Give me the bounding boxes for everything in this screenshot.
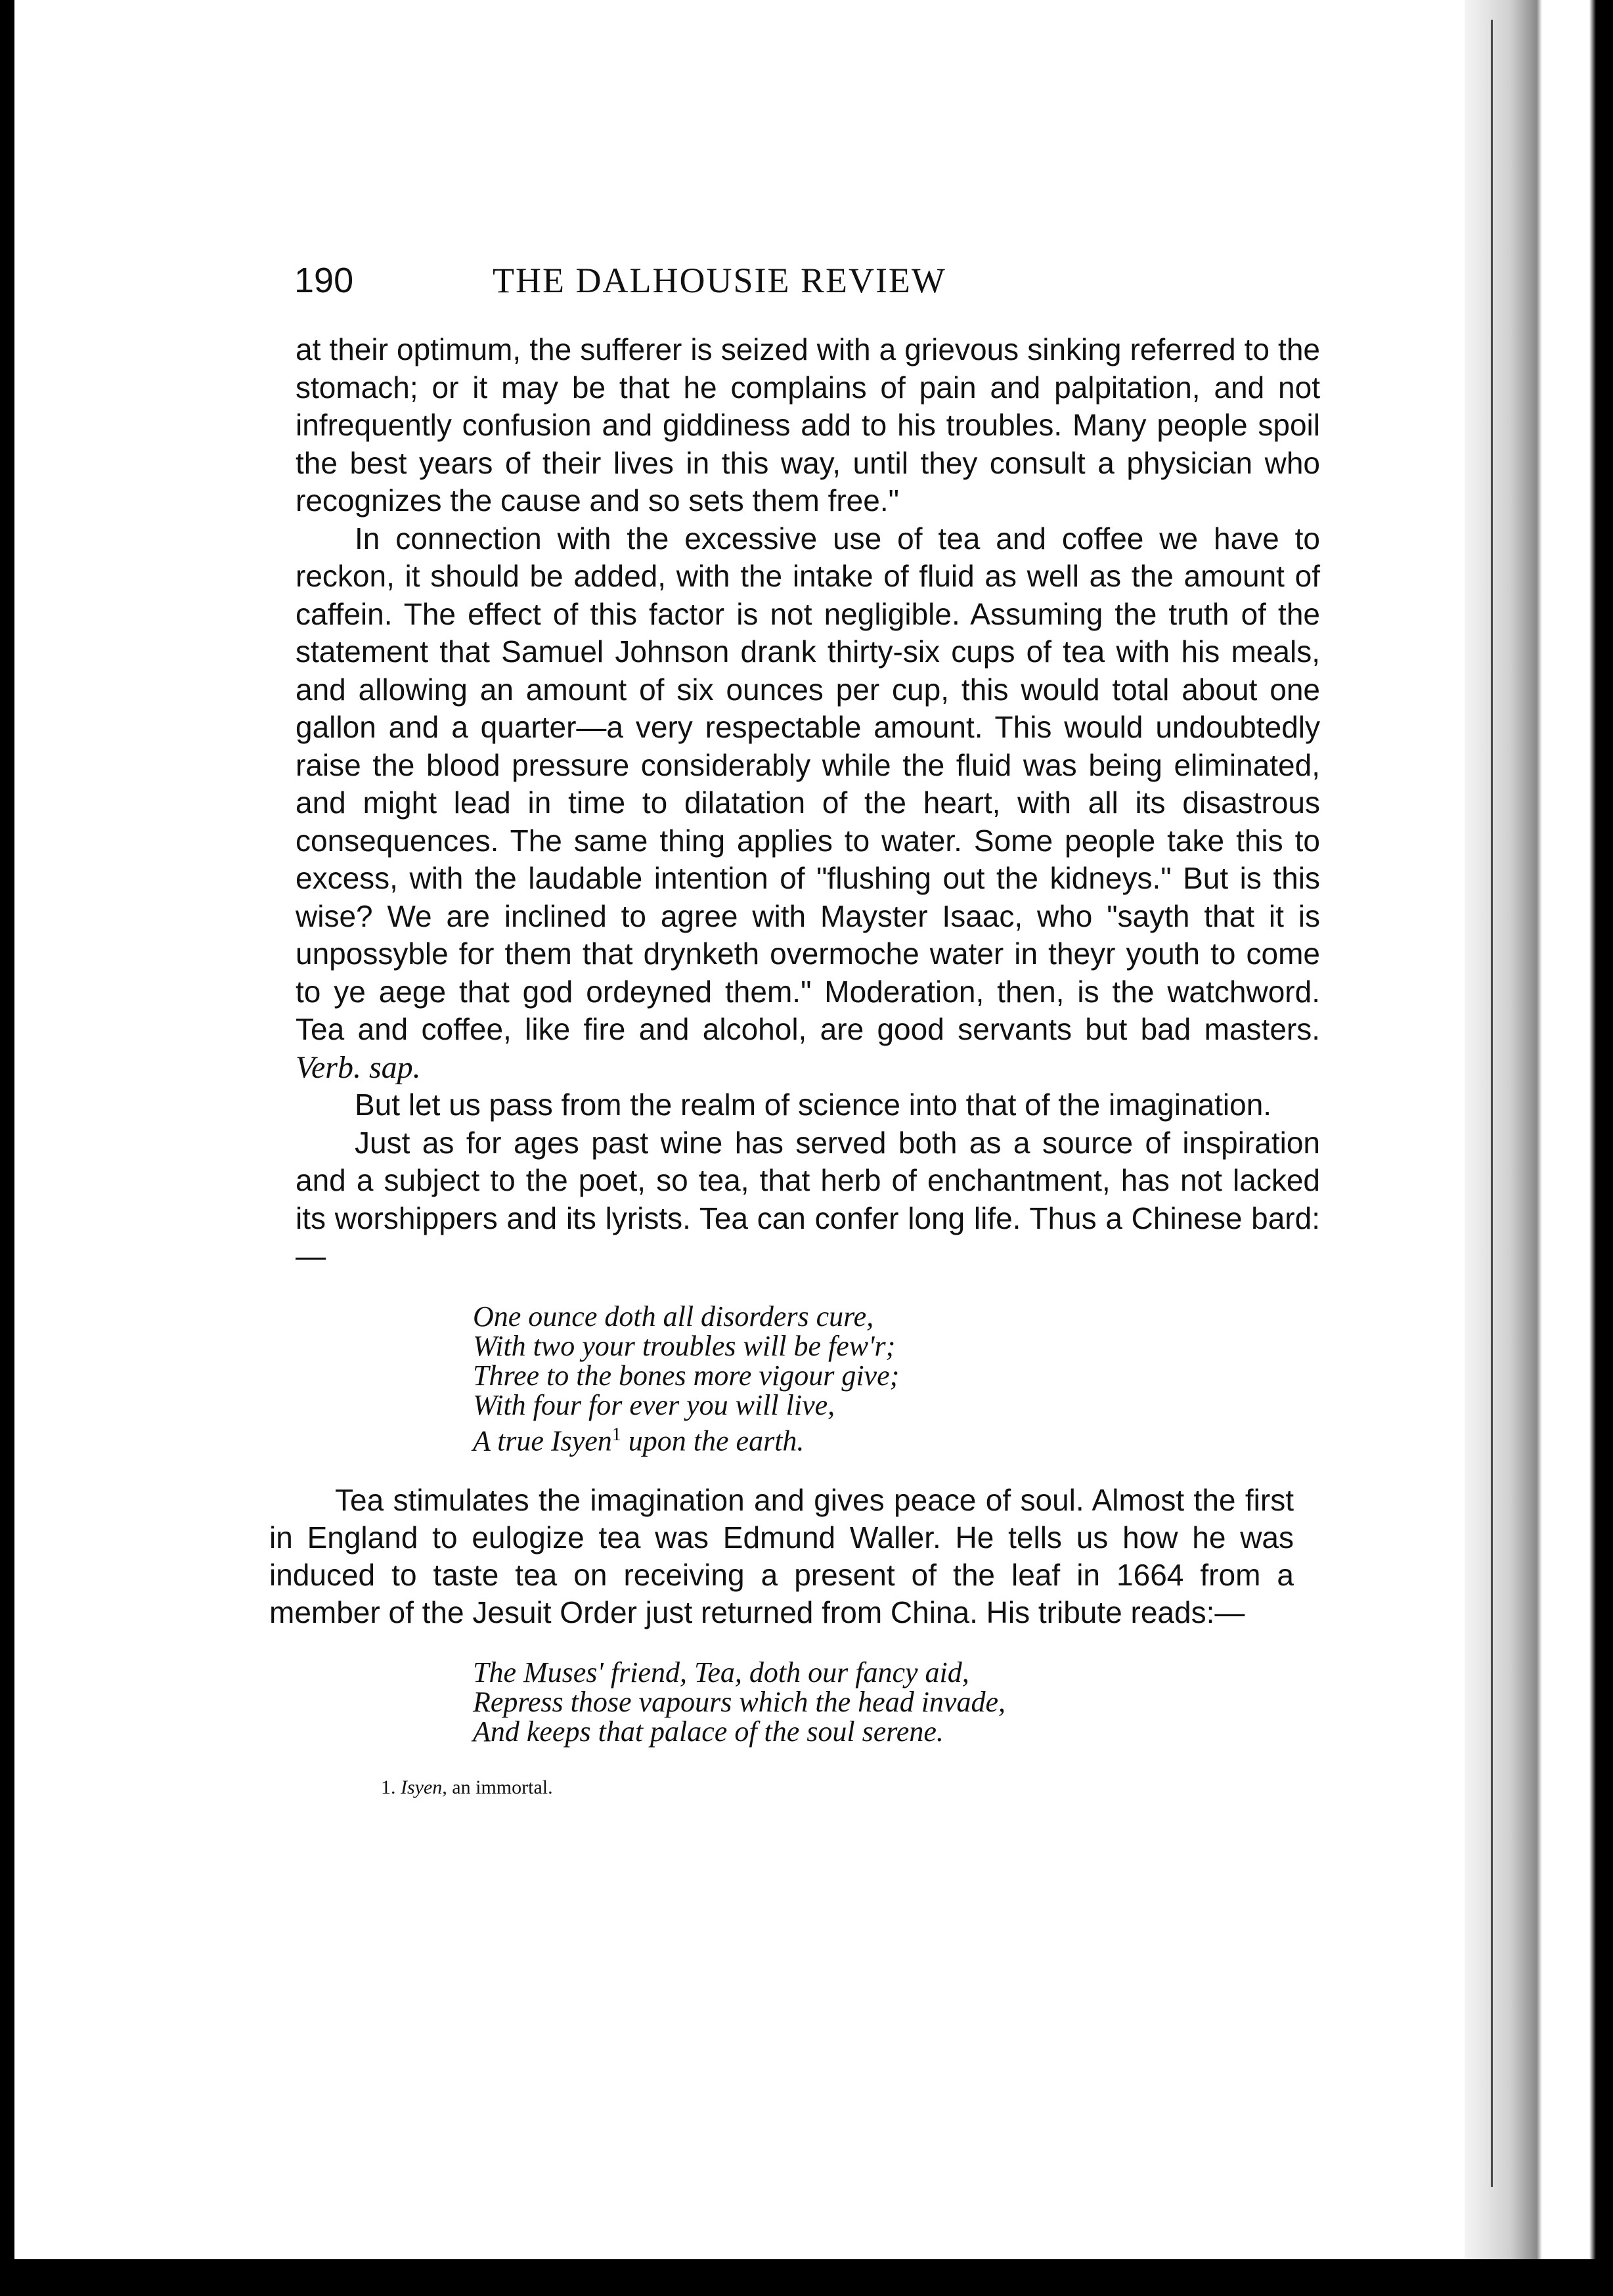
verse-line: With two your troubles will be few'r; [473, 1329, 896, 1362]
verse-line-text: A true Isyen [473, 1424, 612, 1457]
scan-border-right [1465, 0, 1613, 2296]
verb-sap: Verb. sap. [296, 1049, 421, 1085]
body-text-section-2 [269, 1482, 1327, 1631]
footnote-text: an immortal. [447, 1777, 553, 1799]
verse-line: And keeps that palace of the soul serene. [473, 1715, 944, 1748]
paragraph-herb-of-enchantment: Just as for ages past wine has served both as a source of inspiration and a subject to the poet, so tea, that herb of enchantment, has not lacked its worshippers and its lyrists. Tea can confer long life. Thus a Chinese bard:— [296, 1125, 1320, 1273]
verse-chinese-bard [473, 1302, 1327, 1456]
page [269, 250, 1327, 1799]
verse-line [473, 1420, 1327, 1456]
page-fold-line [1491, 20, 1493, 2187]
verse-line: The Muses' friend, Tea, doth our fancy aid, [473, 1656, 969, 1689]
paragraph-continued: at their optimum, the sufferer is seized with a grievous sinking referred to the stomach; or it may be that he complains of pain and palpitation, and not infrequently confusion and giddiness add to his troubles. Many people spoil the best years of their lives in this way, until they consult a physician who recognizes the cause and so sets them free." [296, 332, 1320, 518]
footnote [381, 1777, 1327, 1799]
footnote-reference: 1 [611, 1424, 621, 1445]
scan-border-left [0, 0, 14, 2296]
running-head [276, 250, 1327, 309]
verse-line: Repress those vapours which the head invade, [473, 1686, 1005, 1719]
verse-line: With four for ever you will live, [473, 1388, 835, 1421]
verse-line: Three to the bones more vigour give; [473, 1359, 900, 1392]
paragraph-realm-of-imagination: But let us pass from the realm of science into that of the imagination. [355, 1088, 1272, 1122]
scan-border-bottom [0, 2259, 1613, 2296]
verse-line: One ounce doth all disorders cure, [473, 1300, 874, 1333]
verse-line-text: upon the earth. [621, 1424, 805, 1457]
paragraph-tea-and-fluid [296, 520, 1320, 1087]
journal-title: THE DALHOUSIE REVIEW [493, 261, 946, 300]
paragraph-edmund-waller: Tea stimulates the imagination and gives peace of soul. Almost the first in England to eulogize tea was Edmund Waller. He tells us how he was induced to taste tea on receiving a present of the leaf in 1664 from a member of the Jesuit Order just returned from China. His tribute reads:— [269, 1483, 1294, 1630]
paragraph-tea-and-fluid-text: In connection with the excessive use of tea and coffee we have to reckon, it should be added, with the intake of fluid as well as the amount of caffein. The effect of this factor is not negligible. Assuming the truth of the statement that Samuel Johnson drank thirty-six cups of tea with his meals, and allowing an amount of six ounces per cup, this would total about one gallon and a quarter—a very respectable amount. This would undoubtedly raise the blood pressure considerably while the fluid was being eliminated, and might lead in time to dilatation of the heart, with all its disastrous consequences. The same thing applies to water. Some people take this to excess, with the laudable intention of "flushing out the kidneys." But is this wise? We are inclined to agree with Mayster Isaac, who "sayth that it is unpossyble for them that drynketh overmoche water in theyr youth to come to ye aege that god ordeyned them." Moderation, then, is the watchword. Tea and coffee, like fire and alcohol, are good servants but bad masters. [296, 521, 1320, 1046]
page-number: 190 [294, 261, 354, 300]
footnote-term: Isyen, [401, 1777, 447, 1799]
verse-waller-tribute [473, 1658, 1327, 1746]
body-text-section-1 [276, 331, 1327, 1275]
footnote-number: 1. [381, 1777, 396, 1799]
